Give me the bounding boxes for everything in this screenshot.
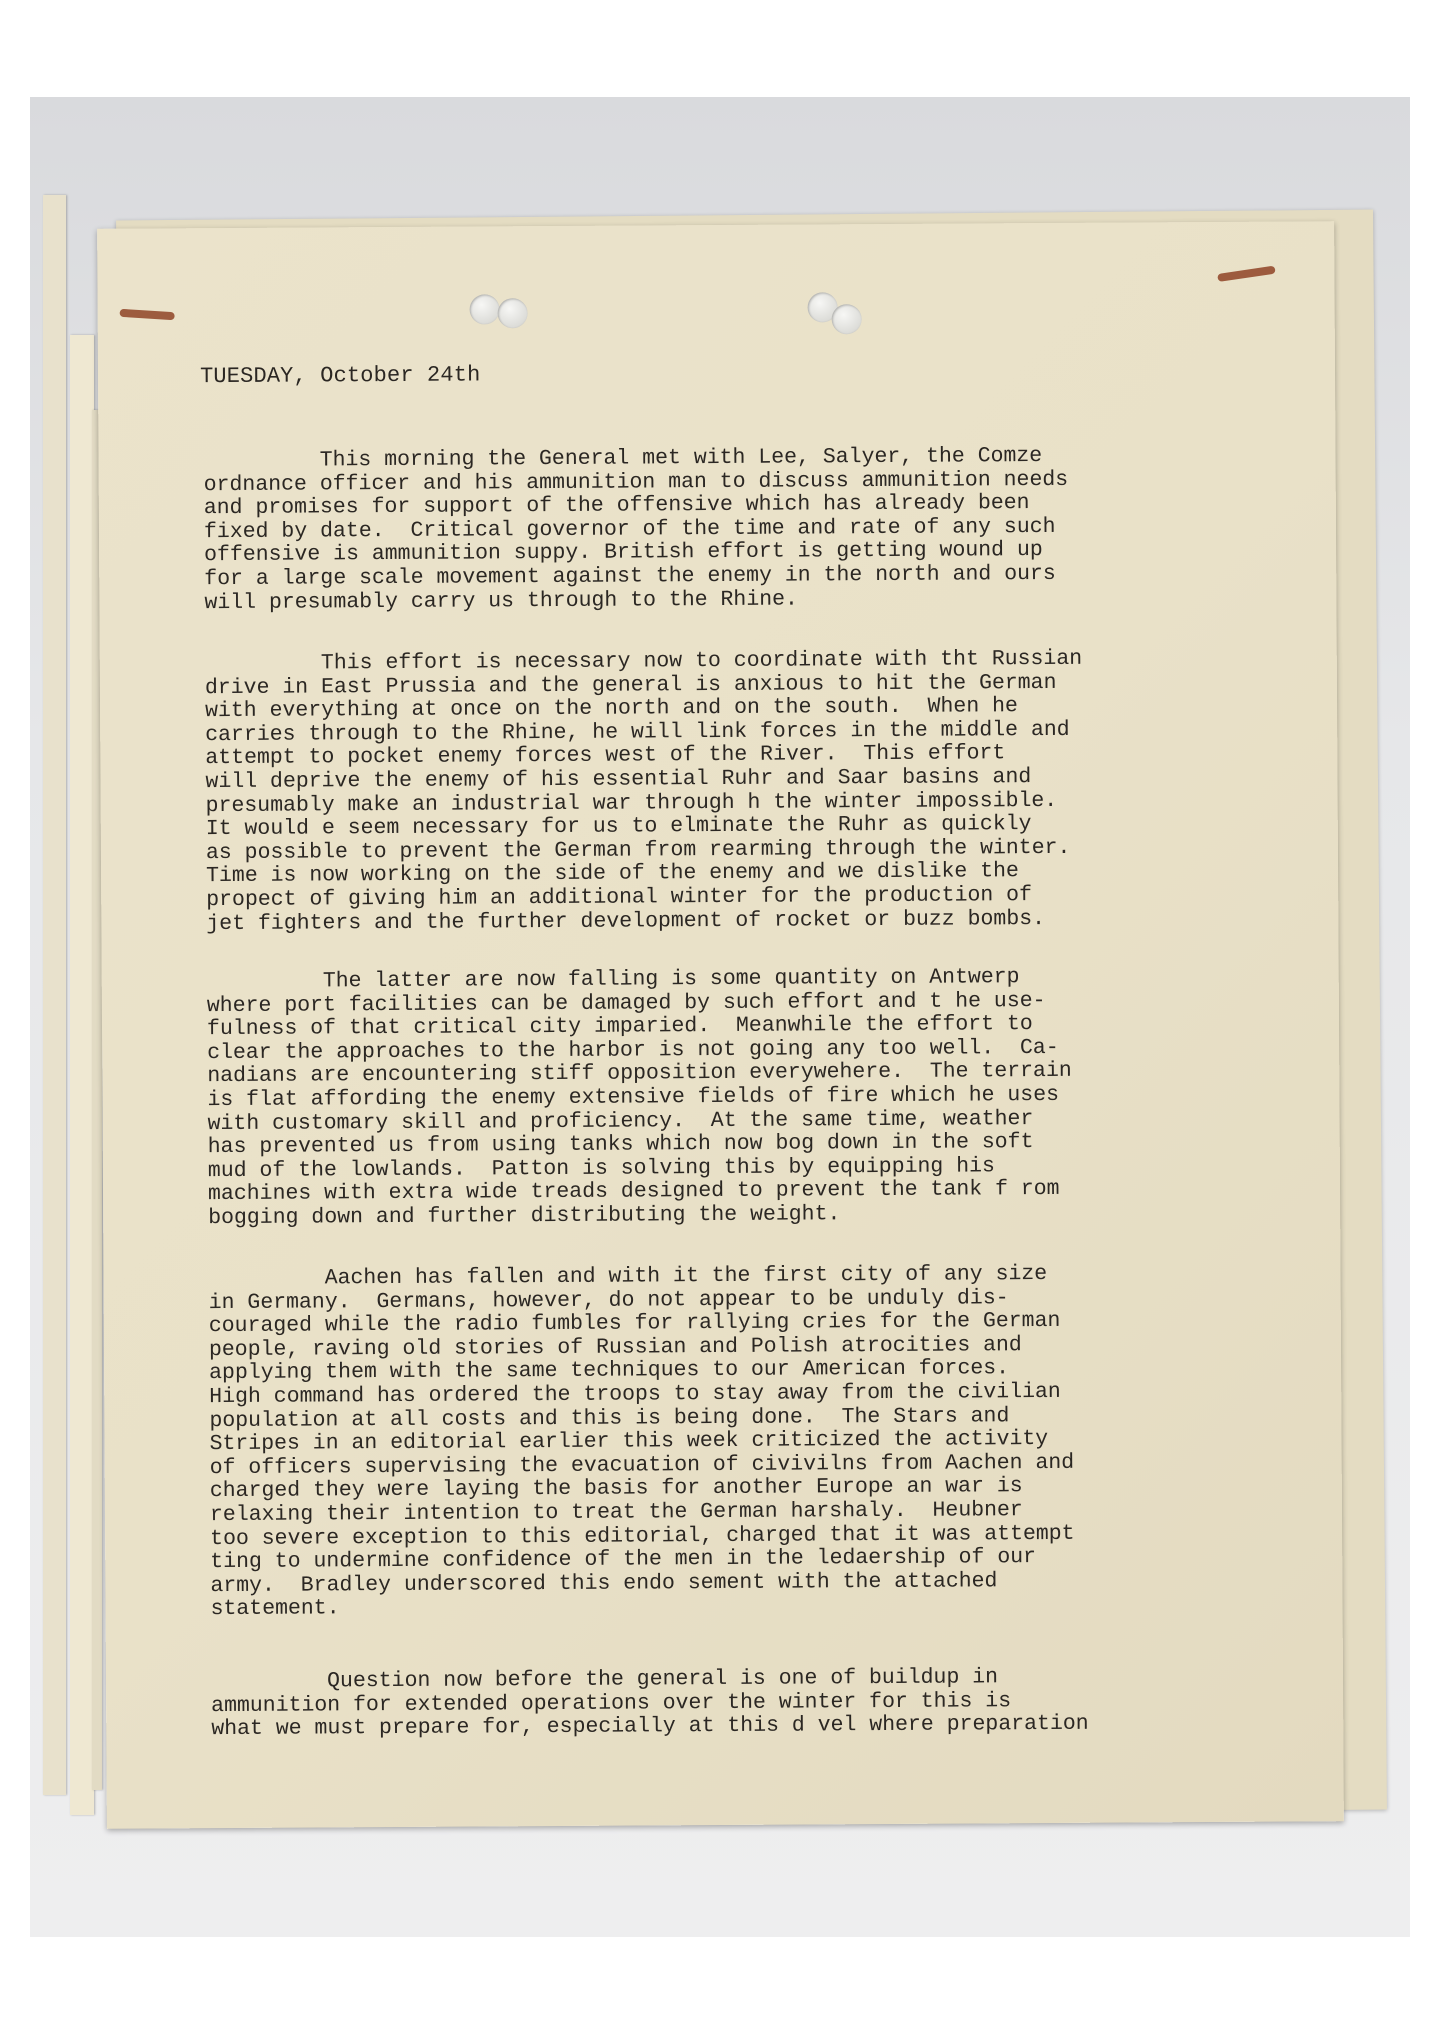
text-line: army. Bradley underscored this endo sement with the attached [210, 1569, 998, 1598]
text-line: with everything at once on the north and on the south. When he [205, 694, 1018, 724]
text-line: This effort is necessary now to coordinate with tht Russian [204, 646, 1083, 677]
text-line: bogging down and further distributing the weight. [208, 1202, 841, 1231]
text-line: ammunition for extended operations over the winter for this is [211, 1688, 1012, 1718]
text-line: fulness of that critical city imparied. Meanwhile the effort to [206, 1012, 1033, 1042]
text-line: too severe exception to this editorial, charged that it was attempt [210, 1521, 1075, 1551]
text-line: Stripes in an editorial earlier this week criticized the activity [209, 1427, 1049, 1457]
text-line: is flat affording the enemy extensive fields of fire which he uses [207, 1082, 1060, 1113]
text-line: High command has ordered the troops to stay away from the civilian [209, 1379, 1061, 1410]
text-line: nadians are encountering stiff opposition everywehere. The terrain [207, 1059, 1072, 1089]
text-line: in Germany. Germans, however, do not appear to be unduly dis- [208, 1285, 1009, 1315]
text-line: propect of giving him an additional winter for the production of [206, 883, 1033, 913]
paragraph-4 [208, 1262, 1250, 1622]
date-heading: TUESDAY, October 24th [199, 362, 481, 390]
text-line: as possible to prevent the German from rearming through the winter. [205, 835, 1071, 865]
text-line: Time is now working on the side of the enemy and we dislike the [206, 859, 1019, 889]
text-line: applying them with the same techniques to our American forces. [209, 1356, 1010, 1386]
text-line: ting to undermine confidence of the men in the ledaership of our [210, 1545, 1037, 1575]
text-line: charged they were laying the basis for another Europe an war is [209, 1474, 1023, 1504]
text-line: offensive is ammunition suppy. British effort is getting wound up [204, 538, 1043, 568]
text-line: attempt to pocket enemy forces west of the River. This effort [205, 741, 1006, 771]
text-line: will presumably carry us through to the Rhine. [204, 587, 798, 615]
text-line: statement. [210, 1596, 340, 1622]
text-line: people, raving old stories of Russian and Polish atrocities and [208, 1332, 1022, 1362]
paragraph-3 [207, 965, 1249, 1231]
text-line: fixed by date. Critical governor of the time and rate of any such [203, 514, 1056, 544]
text-line: Question now before the general is one of buildup in [210, 1665, 999, 1695]
text-line: It would e seem necessary for us to elminate the Ruhr as quickly [205, 812, 1032, 842]
text-line: carries through to the Rhine, he will link forces in the middle and [205, 717, 1070, 747]
text-line: has prevented us from using tanks which now bog down in the soft [207, 1130, 1034, 1160]
text-line: for a large scale movement against the enemy in the north and ours [204, 561, 1056, 592]
text-line: of officers supervising the evacuation of civivilns from Aachen and [209, 1450, 1075, 1480]
typed-page [97, 221, 1344, 1829]
punch-hole-icon [832, 304, 862, 334]
text-line: drive in East Prussia and the general is anxious to hit the German [204, 670, 1057, 700]
text-line: The latter are now falling is some quantity on Antwerp [206, 965, 1020, 995]
text-line: will deprive the enemy of his essential Ruhr and Saar basins and [205, 765, 1032, 795]
punch-hole-icon [470, 294, 500, 324]
paragraph-1 [203, 444, 1244, 616]
text-line: Aachen has fallen and with it the first city of any size [208, 1262, 1048, 1292]
text-line: jet fighters and the further development of rocket or buzz bombs. [206, 906, 1046, 936]
text-line: with customary skill and proficiency. At the same time, weather [207, 1106, 1034, 1136]
text-line: population at all costs and this is being done. The Stars and [209, 1403, 1010, 1433]
text-line: presumably make an industrial war through h the winter impossible. [205, 788, 1058, 818]
ink-mark [119, 309, 174, 320]
text-line: couraged while the radio fumbles for rallying cries for the German [208, 1309, 1061, 1339]
text-line: machines with extra wide treads designed to prevent the tank f rom [207, 1177, 1060, 1207]
text-line: and promises for support of the offensive which has already been [203, 491, 1030, 521]
text-line: where port facilities can be damaged by such effort and t he use- [206, 988, 1046, 1018]
ink-mark [1217, 266, 1276, 282]
text-line: clear the approaches to the harbor is not going any too well. Ca- [207, 1035, 1059, 1065]
folder-edge [70, 335, 94, 1815]
text-line: relaxing their intention to treat the German harshaly. Heubner [209, 1498, 1023, 1528]
folder-edge [43, 195, 66, 1795]
text-line: This morning the General met with Lee, Salyer, the Comze [203, 444, 1043, 474]
punch-hole-icon [498, 298, 528, 328]
paragraph-2 [205, 647, 1247, 936]
paragraph-5 [211, 1665, 1251, 1742]
text-line: what we must prepare for, especially at this d vel where preparation [211, 1711, 1089, 1742]
text-line: mud of the lowlands. Patton is solving this by equipping his [207, 1154, 995, 1183]
text-line: ordnance officer and his ammunition man to discuss ammunition needs [203, 467, 1069, 497]
